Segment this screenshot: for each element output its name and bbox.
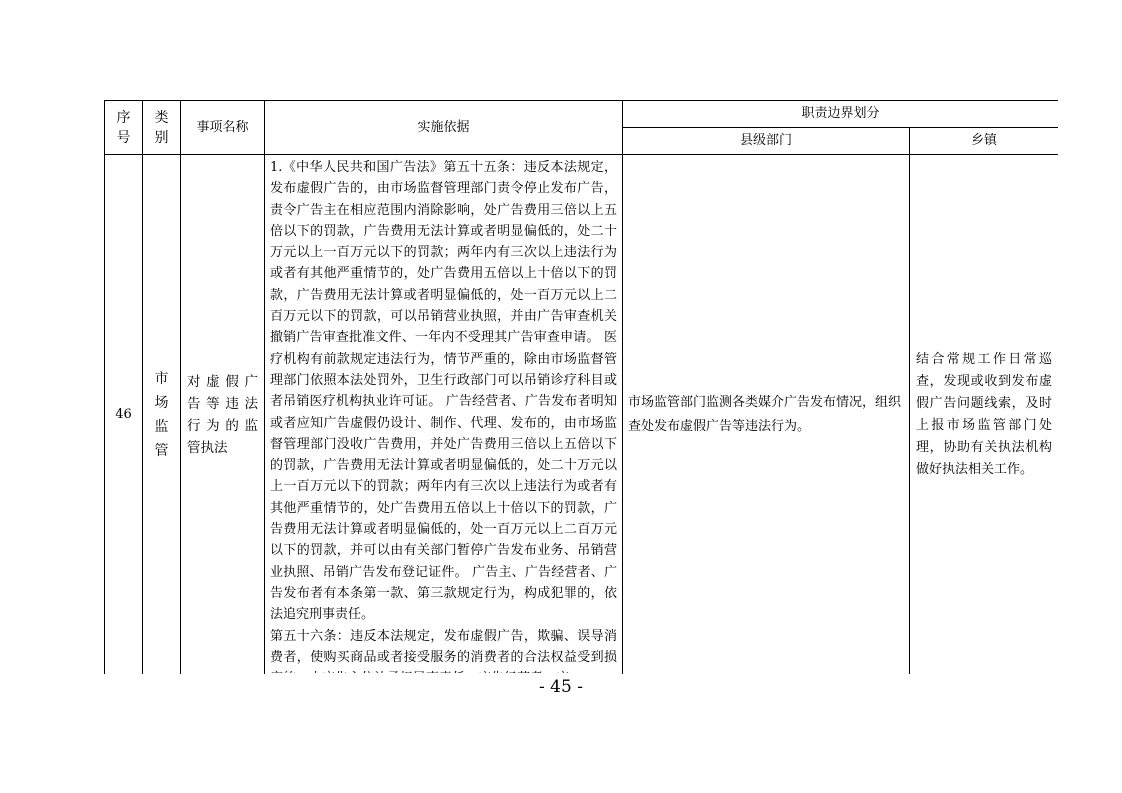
cell-basis <box>265 155 623 675</box>
header-seq-line-1: 序 <box>116 109 131 126</box>
item-name-line-1: 对虚假广 <box>187 374 258 390</box>
basis-paragraph-1: 1.《中华人民共和国广告法》第五十五条：违反本法规定，发布虚假广告的，由市场监督管理部门责令停止发布广告，责令广告主在相应范围内消除影响，处广告费用三倍以上五倍以下的罚款，广告费用无法计算或者明显偏低的，处二十万元以上一百万元以下的罚款；两年内有三次以上违法行为或者有其他严重情节的，处广告费用五倍以上十倍以下的罚款，广告费用无法计算或者明显偏低的，处一百万元以上二百万元以下的罚款，可以吊销营业执照，并由广告审查机关撤销广告审查批准文件、一年内不受理其广告审查申请。 医疗机构有前款规定违法行为，情节严重的，除由市场监督管理部门依照本法处罚外，卫生行政部门可以吊销诊疗科目或者吊销医疗机构执业许可证。 广告经营者、广告发布者明知或者应知广告虚假仍设计、制作、代理、发布的，由市场监督管理部门没收广告费用，并处广告费用三倍以上五倍以下的罚款，广告费用无法计算或者明显偏低的，处二十万元以上一百万元以下的罚款；两年内有三次以上违法行为或者有其他严重情节的，处广告费用五倍以上十倍以下的罚款，广告费用无法计算或者明显偏低的，处一百万元以上二百万元以下的罚款，并可以由有关部门暂停广告发布业务、吊销营业执照、吊销广告发布登记证件。 广告主、广告经营者、广告发布者有本条第一款、第三款规定行为，构成犯罪的，依法追究刑事责任。 <box>270 160 617 623</box>
header-seq <box>105 101 143 155</box>
header-category <box>143 101 181 155</box>
item-name-line-4: 管执法 <box>187 440 228 456</box>
category-char-2: 场 <box>154 395 169 411</box>
header-category-line-1: 类 <box>154 109 169 126</box>
table-frame <box>104 100 1058 674</box>
header-category-line-2: 别 <box>154 129 169 146</box>
header-county: 县级部门 <box>623 128 910 155</box>
header-basis: 实施依据 <box>265 101 623 155</box>
cell-county: 市场监管部门监测各类媒介广告发布情况，组织查处发布虚假广告等违法行为。 <box>623 155 910 675</box>
category-char-4: 管 <box>154 443 169 459</box>
header-item-name: 事项名称 <box>181 101 265 155</box>
basis-text <box>270 157 617 673</box>
cell-seq: 46 <box>105 155 143 675</box>
category-char-3: 监 <box>154 419 169 435</box>
page-number: - 45 - <box>539 677 583 697</box>
category-char-1: 市 <box>154 371 169 387</box>
cell-item-name <box>181 155 265 675</box>
header-division: 职责边界划分 <box>623 101 1059 128</box>
table-row <box>105 155 1059 675</box>
item-name-line-2: 告等违法 <box>187 396 258 412</box>
cell-town: 结合常规工作日常巡查，发现或收到发布虚假广告问题线索，及时上报市场监管部门处理，协助有关执法机构做好执法相关工作。 <box>910 155 1059 675</box>
responsibility-table <box>104 100 1058 674</box>
header-town: 乡镇 <box>910 128 1059 155</box>
basis-paragraph-2: 第五十六条：违反本法规定，发布虚假广告，欺骗、误导消费者，使购买商品或者接受服务的消费者的合法权益受到损 <box>270 628 617 665</box>
cell-category <box>143 155 181 675</box>
header-seq-line-2: 号 <box>116 129 131 146</box>
item-name-line-3: 行为的监 <box>187 418 258 434</box>
